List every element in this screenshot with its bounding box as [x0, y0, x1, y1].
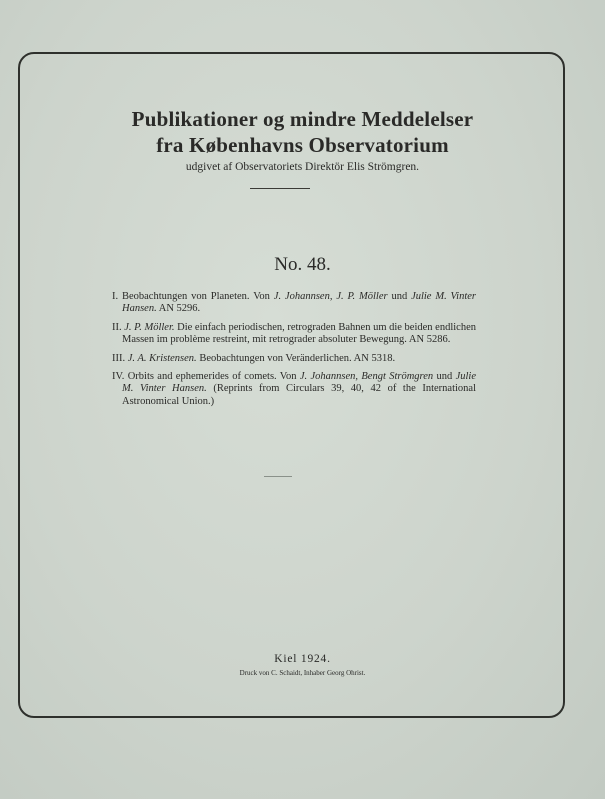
entry-numeral: IV.	[112, 371, 128, 383]
entry-text: und	[433, 371, 456, 383]
place-year: Kiel 1924.	[274, 653, 331, 665]
entry-numeral: III.	[112, 352, 128, 364]
entry-author: Julie M. Vinter Hansen.	[122, 371, 476, 395]
entry-author: J. Johannsen, Bengt Strömgren	[299, 371, 434, 383]
entry-text: AN 5296.	[156, 303, 201, 315]
entry-numeral: I.	[112, 291, 122, 302]
entry-text: Beobachtungen von Planeten. Von	[121, 291, 274, 302]
entry-text: Die einfach periodischen, retrograden Bahnen um die beiden endlichen Massen im problème restreint, mit retrograder absoluter Bewegung. AN 5286.	[122, 321, 476, 346]
entry-text: (Reprints from Circulars 39, 40, 42 of the International Astronomical Union.)	[122, 383, 476, 407]
entry-numeral: II.	[112, 321, 125, 333]
contents-entry	[112, 291, 476, 316]
contents-list	[112, 291, 476, 414]
issue-number: No. 48.	[274, 254, 331, 275]
title-line-2: fra Københavns Observatorium	[156, 133, 449, 157]
contents-divider	[264, 476, 292, 477]
printer-line: Druck von C. Schaidt, Inhaber Georg Ohrist.	[239, 669, 366, 677]
entry-author: J. P. Möller.	[124, 321, 175, 333]
title-divider	[250, 188, 310, 189]
contents-entry	[112, 371, 476, 408]
contents-entry	[112, 322, 476, 347]
title-line-1: Publikationer og mindre Meddelelser	[131, 107, 474, 131]
entry-author: J. Johannsen, J. P. Möller	[273, 291, 388, 302]
contents-entry	[112, 353, 476, 365]
entry-author: J. A. Kristensen.	[127, 352, 197, 364]
subtitle: udgivet af Observatoriets Direktör Elis Strömgren.	[185, 161, 420, 173]
entry-text: Beobachtungen von Veränderlichen. AN 5318.	[196, 352, 396, 364]
entry-text: Orbits and ephemerides of comets. Von	[127, 371, 300, 383]
entry-author: Julie M. Vinter Hansen.	[122, 291, 477, 315]
entry-text: und	[387, 291, 412, 302]
